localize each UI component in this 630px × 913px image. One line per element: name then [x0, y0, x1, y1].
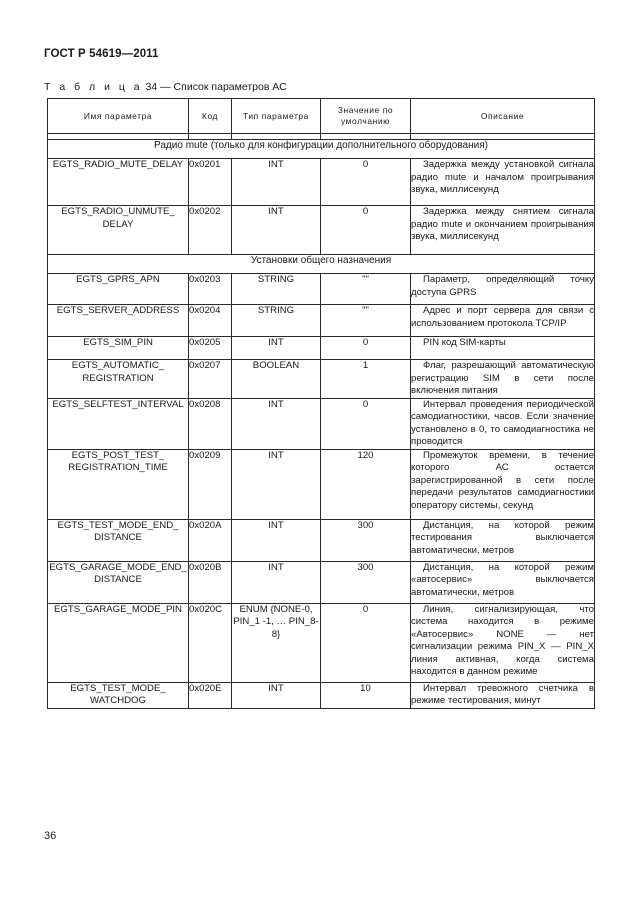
- table-caption: [44, 81, 287, 93]
- parameter-default-cell: 300: [321, 519, 411, 561]
- parameter-type-cell: INT: [232, 206, 321, 255]
- parameter-type-cell: STRING: [232, 274, 321, 305]
- column-header-type: Тип параметра: [232, 99, 321, 134]
- parameter-code-cell: 0x0208: [189, 398, 232, 449]
- table-row: [48, 603, 595, 682]
- table-row: [48, 337, 595, 360]
- parameter-description-cell: Интервал тревожного счетчика в режиме тестирования, минут: [411, 682, 594, 706]
- parameter-type-cell: INT: [232, 398, 321, 449]
- parameter-description-cell: Линия, сигнализирующая, что система находится в режиме «Автосервис» NONE — нет сигнализации режима PIN_X — PIN_X линия активная, когда система находится в данном режиме: [411, 603, 595, 682]
- table-row: [48, 449, 595, 519]
- parameter-default-cell: 0: [321, 603, 411, 682]
- table-row: [48, 305, 595, 337]
- section-title: Радио mute (только для конфигурации дополнительного оборудования): [48, 140, 595, 159]
- table-caption-prefix: Т а б л и ц а: [44, 81, 143, 93]
- parameter-name-cell: EGTS_RADIO_MUTE_DELAY: [48, 159, 189, 206]
- parameter-name-cell: EGTS_AUTOMATIC_ REGISTRATION: [48, 360, 189, 399]
- table-row: [48, 519, 595, 561]
- parameter-code-cell: 0x0204: [189, 305, 232, 337]
- parameter-default-cell: 300: [321, 561, 411, 603]
- page-number: 36: [44, 830, 57, 842]
- parameters-table: [47, 98, 595, 709]
- parameter-description-cell: Промежуток времени, в течение которого АС остается зарегистрированной в сети после передачи результатов самодиагностики оператору системы, секунд: [411, 449, 595, 519]
- parameter-default-cell: 0: [321, 398, 411, 449]
- parameter-name-cell: EGTS_GARAGE_MODE_END_ DISTANCE: [48, 561, 189, 603]
- parameter-code-cell: 0x020E: [189, 682, 232, 708]
- parameter-type-cell: INT: [232, 449, 321, 519]
- table-row: [48, 159, 595, 206]
- parameter-code-cell: 0x020A: [189, 519, 232, 561]
- parameter-default-cell: 0: [321, 337, 411, 360]
- parameter-code-cell: 0x0202: [189, 206, 232, 255]
- parameter-type-cell: ENUM {NONE-0, PIN_1 -1, … PIN_8-8}: [232, 603, 321, 682]
- parameter-description-cell: Дистанция, на которой режим «автосервис» выключается автоматически, метров: [411, 561, 595, 603]
- parameter-code-cell: 0x0203: [189, 274, 232, 305]
- section-row: [48, 255, 595, 274]
- column-header-name: Имя параметра: [48, 99, 189, 134]
- parameter-description-cell: Адрес и порт сервера для связи с использованием протокола TCP/IP: [411, 305, 595, 337]
- table-header: [48, 99, 595, 140]
- parameter-description-cell: Флаг, разрешающий автоматическую регистрацию SIM в сети после включения питания: [411, 360, 594, 396]
- parameter-type-cell: INT: [232, 519, 321, 561]
- parameter-code-cell: 0x0201: [189, 159, 232, 206]
- document-standard-header: ГОСТ Р 54619—2011: [44, 48, 159, 60]
- parameter-description-cell: Задержка между снятием сигнала радио mute и окончанием проигрывания звука, миллисекунд: [411, 206, 595, 255]
- parameter-type-cell: INT: [232, 337, 321, 360]
- table-caption-text: 34 — Список параметров АС: [145, 81, 287, 93]
- parameter-code-cell: 0x0209: [189, 449, 232, 519]
- parameter-type-cell: INT: [232, 561, 321, 603]
- parameter-name-cell: EGTS_RADIO_UNMUTE_ DELAY: [48, 206, 189, 255]
- parameter-type-cell: BOOLEAN: [232, 360, 321, 399]
- table-row: [48, 561, 595, 603]
- parameter-name-cell: EGTS_TEST_MODE_END_ DISTANCE: [48, 519, 189, 561]
- parameter-default-cell: "": [321, 305, 411, 337]
- parameter-type-cell: STRING: [232, 305, 321, 337]
- parameter-name-cell: EGTS_SIM_PIN: [48, 337, 189, 360]
- section-row: [48, 140, 595, 159]
- parameter-default-cell: 0: [321, 159, 411, 206]
- parameter-code-cell: 0x0205: [189, 337, 232, 360]
- parameter-default-cell: 0: [321, 206, 411, 255]
- table-body: [48, 140, 595, 709]
- parameter-default-cell: 10: [321, 682, 411, 708]
- parameter-name-cell: EGTS_POST_TEST_ REGISTRATION_TIME: [48, 449, 189, 519]
- parameter-default-cell: 1: [321, 360, 411, 399]
- table-row: [48, 206, 595, 255]
- column-header-description: Описание: [411, 99, 595, 134]
- parameter-name-cell: EGTS_SELFTEST_INTERVAL: [48, 398, 189, 449]
- parameter-code-cell: 0x0207: [189, 360, 232, 399]
- parameter-type-cell: INT: [232, 159, 321, 206]
- parameter-default-cell: "": [321, 274, 411, 305]
- parameter-type-cell: INT: [232, 682, 321, 708]
- table-row: [48, 360, 595, 399]
- parameter-name-cell: EGTS_SERVER_ADDRESS: [48, 305, 189, 337]
- column-header-default: Значение по умолчанию: [321, 99, 411, 134]
- parameter-description-cell: Дистанция, на которой режим тестирования выключается автоматически, метров: [411, 519, 595, 561]
- parameter-description-cell: Параметр, определяющий точку доступа GPRS: [411, 274, 595, 305]
- table-row: [48, 682, 595, 708]
- parameter-code-cell: 0x020B: [189, 561, 232, 603]
- parameter-name-cell: EGTS_GPRS_APN: [48, 274, 189, 305]
- parameter-default-cell: 120: [321, 449, 411, 519]
- section-title: Установки общего назначения: [48, 255, 595, 274]
- parameter-name-cell: EGTS_GARAGE_MODE_PIN: [48, 603, 189, 682]
- parameter-description-cell: Задержка между установкой сигнала радио mute и началом проигрывания звука, миллисекунд: [411, 159, 595, 206]
- column-header-code: Код: [189, 99, 232, 134]
- table-row: [48, 398, 595, 449]
- parameter-description-cell: PIN код SIM-карты: [411, 337, 595, 360]
- parameter-code-cell: 0x020C: [189, 603, 232, 682]
- parameter-description-cell: Интервал проведения периодической самодиагностики, часов. Если значение установлено в 0, то самодиагностика не проводится: [411, 398, 594, 447]
- parameter-name-cell: EGTS_TEST_MODE_ WATCHDOG: [48, 682, 189, 708]
- table-row: [48, 274, 595, 305]
